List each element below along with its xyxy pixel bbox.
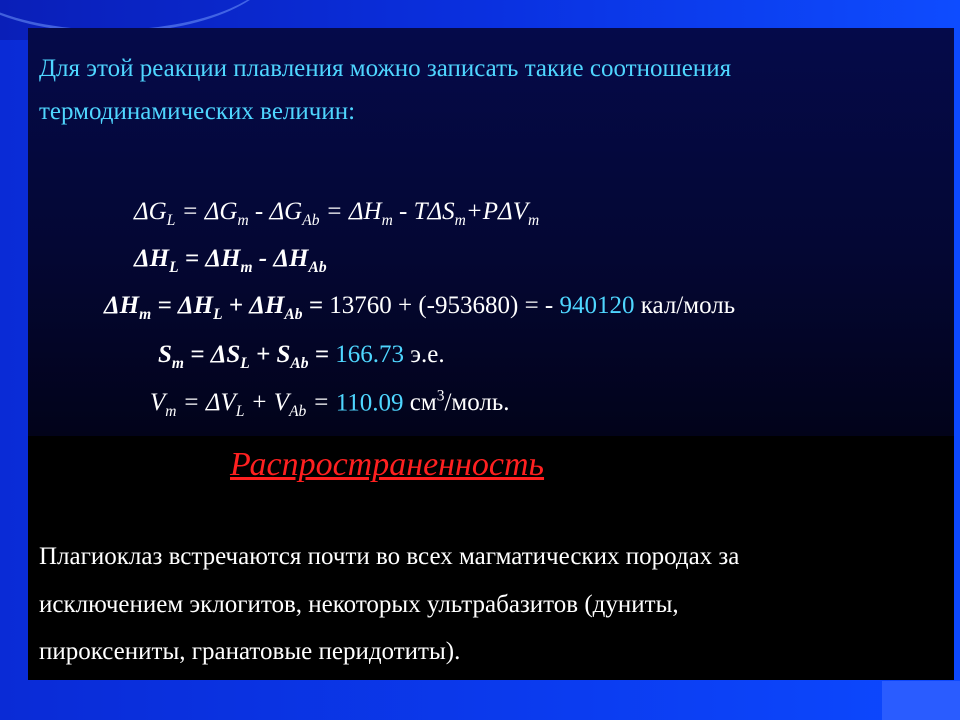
intro-line-2: термодинамических величин: xyxy=(39,98,356,125)
section-heading: Распространенность xyxy=(230,446,545,483)
entropy-value: 166.73 xyxy=(329,341,405,368)
equations-panel xyxy=(28,28,954,436)
equation-enthalpy-m: $\Delta H_m = \Delta H_L + \Delta H_{Ab} = 13760 + (-953680)$ = - 940120 кал/моль xyxy=(104,292,736,323)
intro-line-1: Для этой реакции плавления можно записать такие соотношения xyxy=(39,55,732,82)
paragraph-line-1: Плагиоклаз встречаются почти во всех магматических породах за xyxy=(39,543,740,570)
equation-volume: $V_m = \Delta V_L + V_{Ab} = 110.09$ $см^3$/моль. xyxy=(150,388,510,421)
paragraph-line-3: пироксениты, гранатовые перидотиты). xyxy=(39,638,461,665)
volume-value: 110.09 xyxy=(329,389,404,417)
equation-enthalpy-L: $\Delta H_L = \Delta H_m - \Delta H_{Ab}$ xyxy=(134,245,327,276)
paragraph-line-2: исключением эклогитов, некоторых ультрабазитов (дуниты, xyxy=(39,591,679,618)
entropy-unit: э.е. xyxy=(404,341,445,368)
enthalpy-calc: 13760 + (-953680) = - xyxy=(323,292,560,319)
equation-gibbs: $\Delta G_L = \Delta G_m - \Delta G_{Ab} = \Delta H_m - T\Delta S_m+P\Delta V_m$ xyxy=(134,198,540,229)
enthalpy-value: 940120 xyxy=(559,292,635,319)
volume-unit: $см^3$/моль. xyxy=(403,388,510,417)
decorative-corner-square xyxy=(882,681,960,720)
equation-entropy: $S_m = \Delta S_L + S_{Ab} = 166.73$ э.е. xyxy=(158,341,445,372)
enthalpy-unit: кал/моль xyxy=(634,292,736,319)
